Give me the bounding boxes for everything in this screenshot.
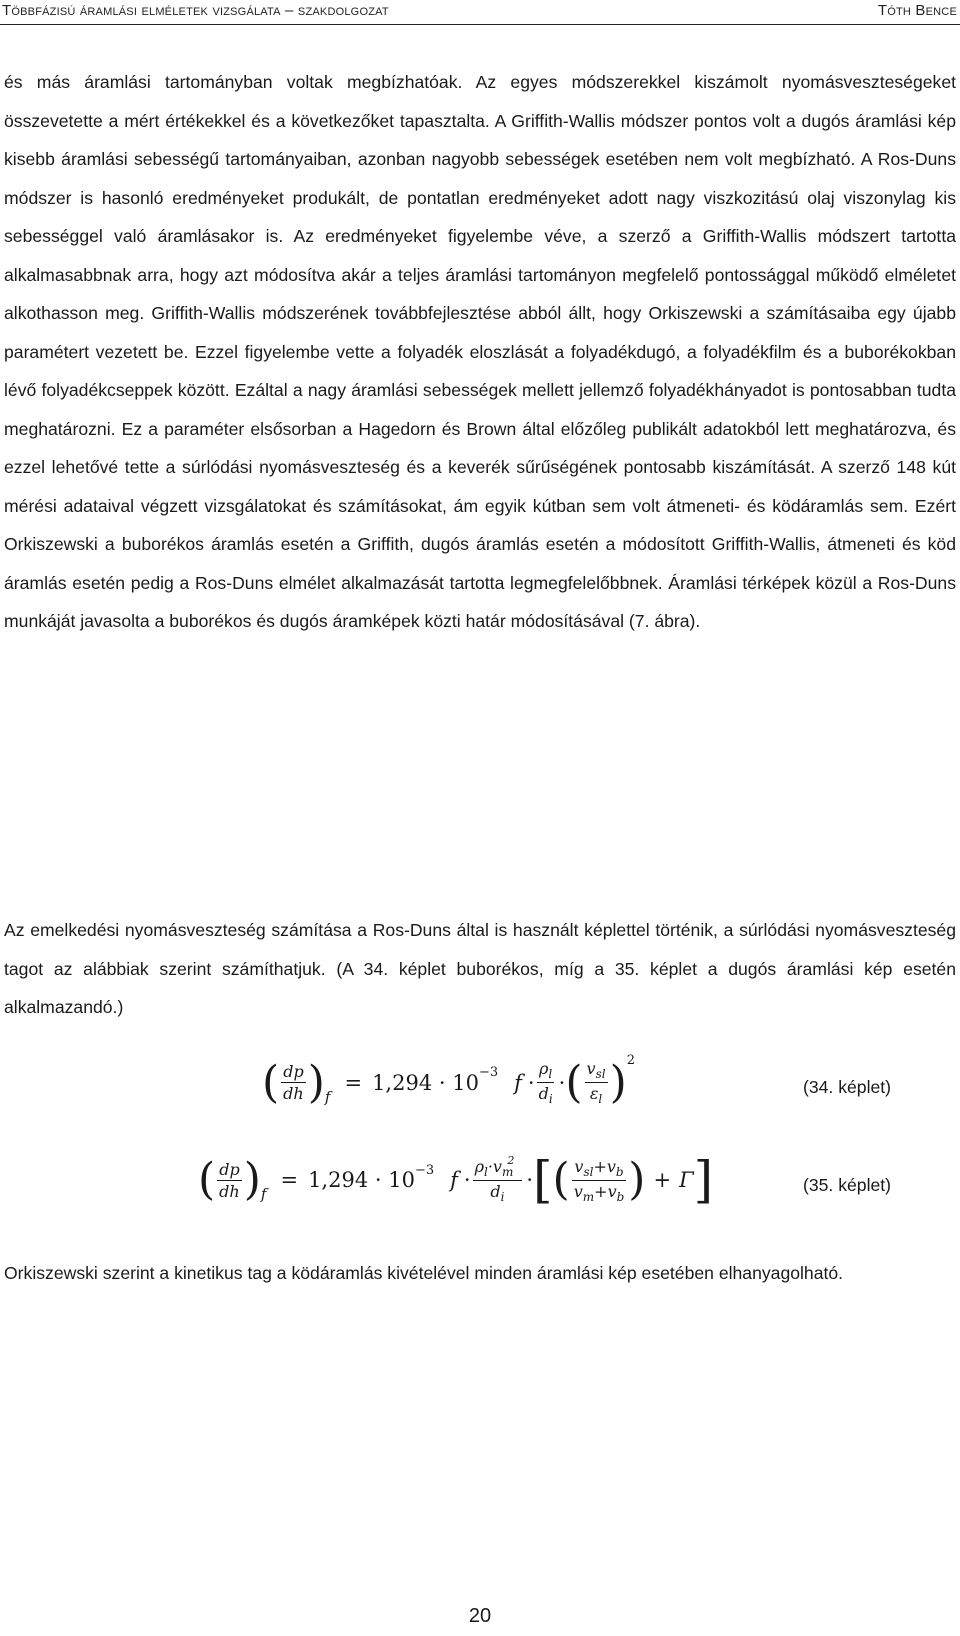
header-title: Többfázisú áramlási elméletek vizsgálata – szakdolgozat [2,2,389,19]
rho-d-fraction: $\frac{\rho_l}{d_i}$ [538,1059,553,1106]
velocity-fraction: $\frac{v_{sl}+v_b}{v_m+v_b}$ [573,1156,625,1204]
dp-dh-fraction: $\frac{dp}{dh}$ [283,1062,304,1103]
formula-34: ( $\frac{dp}{dh}$ ) f = 1,294 · 10 −3 f · $\frac{\rho_l}{d_i}$ · ( $\frac{v_{sl}}{\varepsilon_l}$ ) 2 (34. képlet) [262,1053,892,1108]
vsl-eps-fraction: $\frac{v_{sl}}{\varepsilon_l}$ [586,1059,606,1106]
formula-34-label: (34. képlet) [803,1077,892,1097]
paragraph-3-text: Orkiszewski szerint a kinetikus tag a ködáramlás kivételével minden áramlási kép esetében elhanyagolható. [4,1263,844,1283]
page-header [0,0,960,26]
paragraph-1-text: és más áramlási tartományban voltak megbízhatóak. Az egyes módszerekkel kiszámolt nyomásveszteségeket összevetette a mért értékekkel és a következőket tapasztalta. A Griffith-Wallis módszer pontos volt a dugós áramlási kép kisebb áramlási sebességű tartományaiban, azonban nagyobb sebességek esetében nem volt megbízható. A Ros-Duns módszer is hasonló eredményeket produkált, de pontatlan eredményeket adott nagy viszkozitású olaj viszonylag kis sebességgel való áramlásakor is. Az eredményeket figyelembe véve, a szerző a Griffith-Wallis módszert tartotta alkalmasabbnak arra, hogy azt módosítva akár a teljes áramlási tartományon megfelelő pontossággal működő elméletet alkothasson meg. Griffith-Wallis módszerének továbbfejlesztése abból állt, hogy Orkiszewski a számításaiba egy újabb paramétert vezetett be. Ezzel figyelembe vette a folyadék eloszlását a folyadékdugó, a folyadékfilm és a buborékokban lévő folyadékcseppek között. Ezáltal a nagy áramlási sebességek mellett jellemző folyadékhányadot is pontosabban tudta meghatározni. Ez a paraméter elsősorban a Hagedorn és Brown által előzőleg publikált adatokból lett meghatározva, és ezzel lehetővé tette a súrlódási nyomásveszteség és a keverék sűrűségének pontosabb kiszámítását. A szerző 148 kút mérési adataival végzett vizsgálatokat és számításokat, ám egyik kútban sem volt átmeneti- és ködáramlás sem. Ezért Orkiszewski a buborékos áramlás esetén a Griffith, dugós áramlás esetén a módosított Griffith-Wallis, átmeneti és köd áramlás esetén pedig a Ros-Duns elmélet alkalmazását tartotta legmegfelelőbbnek. Áramlási térképek közül a Ros-Duns munkáját javasolta a buborékos és dugós áramképek közti határ módosításával (7. ábra). [4,72,956,631]
formula-35: ( $\frac{dp}{dh}$ ) f = 1,294 · 10 −3 f · $\frac{\rho_l\cdot v_m^2}{d_i}$ · [ ( $\frac{v_{sl}+v_b}{v_m+v_b}$ ) + Γ ] (35. képlet) [198,1151,892,1209]
rho-vm-d-fraction: $\frac{\rho_l\cdot v_m^2}{d_i}$ [473,1157,523,1204]
paragraph-2-text: Az emelkedési nyomásveszteség számítása a Ros-Duns által is használt képlettel történik, a súrlódási nyomásveszteség tagot az alábbiak szerint számíthatjuk. (A 34. képlet buborékos, míg a 35. képlet a dugós áramlási kép esetén alkalmazandó.) [4,920,956,1017]
dp-dh-fraction: $\frac{dp}{dh}$ [219,1159,240,1201]
paragraph-3 [4,1254,956,1293]
paragraph-1 [4,63,956,641]
header-rule [0,24,960,25]
header-author: Tóth Bence [877,2,957,19]
paragraph-2 [4,911,956,1027]
formula-35-label: (35. képlet) [803,1175,892,1195]
page-number: 20 [468,1605,492,1627]
